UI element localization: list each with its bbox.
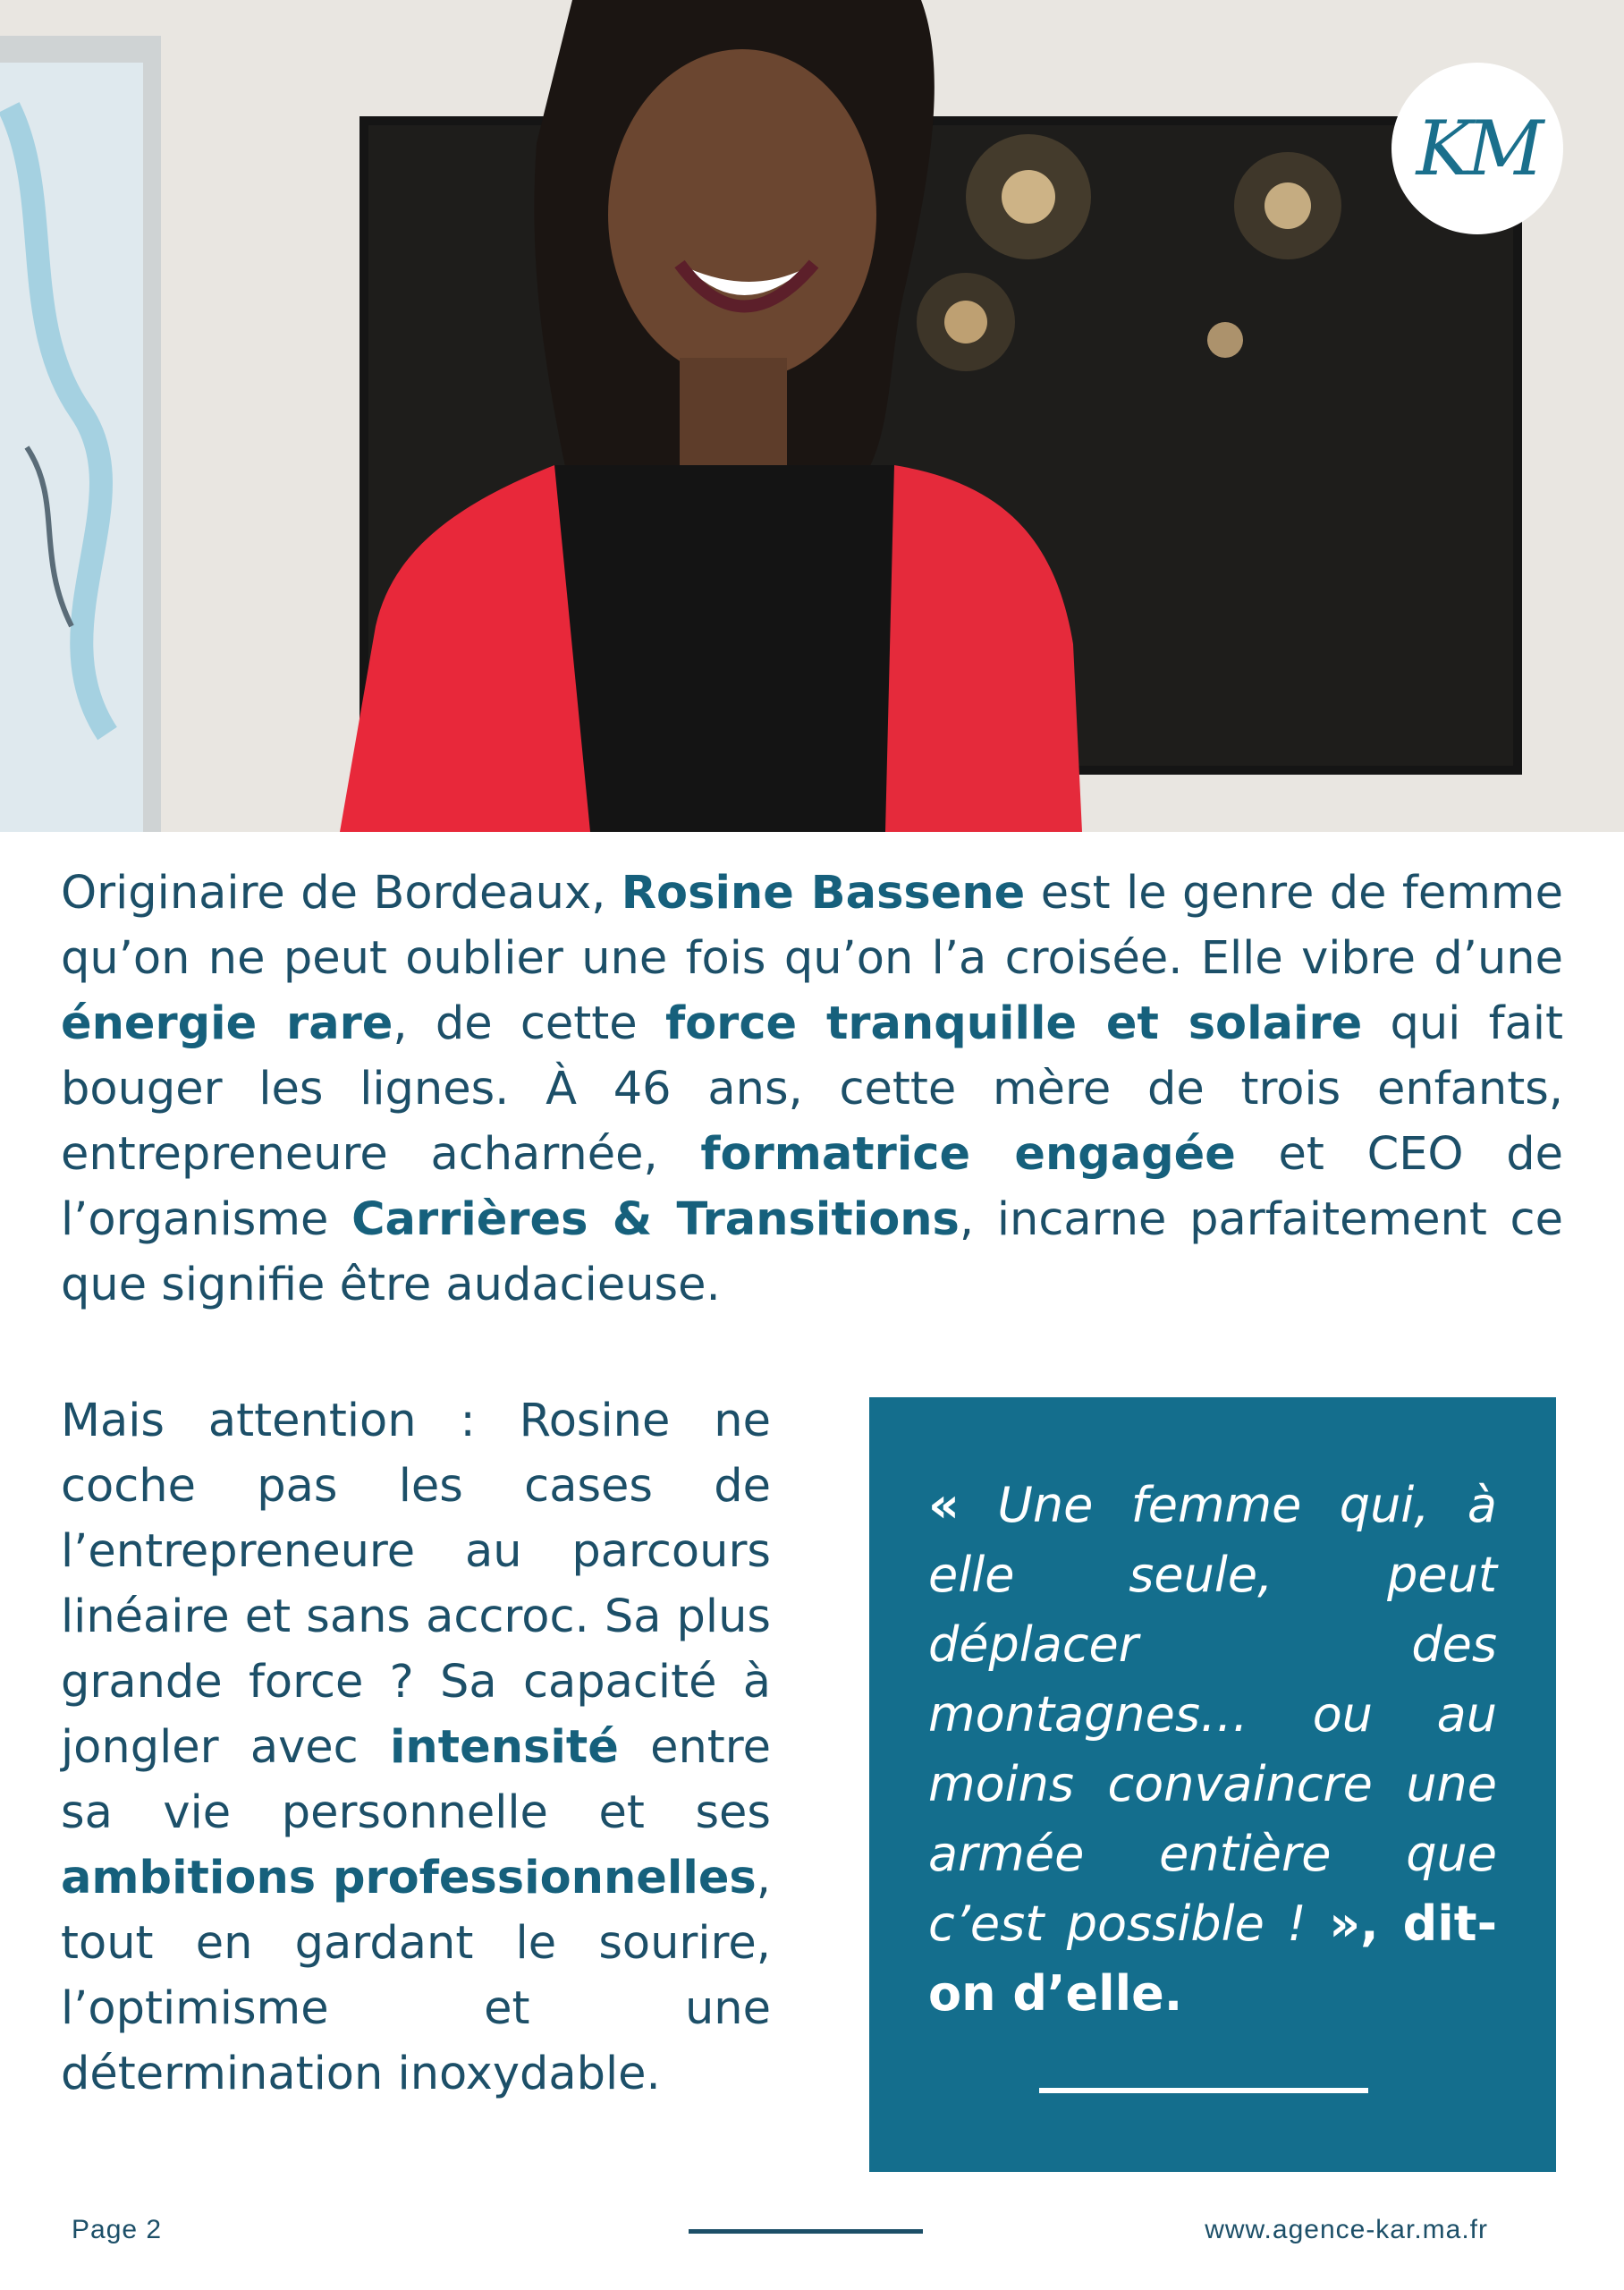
page-number: Page 2 (72, 2215, 163, 2244)
hero-photo (0, 0, 1624, 832)
intro-highlight-trainer: formatrice engagée (700, 1128, 1236, 1181)
intro-text: , incarne parfaitement ce que signifie être audacieuse. (61, 1193, 1563, 1311)
footer-divider (689, 2229, 923, 2234)
intro-highlight-company: Carrières & Transitions (351, 1193, 960, 1246)
quote-text: Une femme qui, à elle seule, peut déplacer des montagnes… ou au moins convaincre une armée entière que c’est possible ! (928, 1477, 1497, 1952)
intro-text: est le genre de femme qu’on ne peut oublier une fois qu’on l’a croisée. Elle vibre d’une (61, 867, 1563, 985)
quote-close-mark: », (1329, 1896, 1379, 1952)
intro-highlight-name: Rosine Bassene (621, 867, 1026, 920)
intro-text: et CEO de l’organisme (61, 1128, 1563, 1246)
brand-logo-text: KM (1416, 105, 1539, 192)
pull-quote-box (869, 1397, 1556, 2172)
website-link[interactable]: www.agence-kar.ma.fr (1205, 2215, 1488, 2244)
intro-text: Originaire de Bordeaux, (61, 867, 622, 920)
column-highlight-intensity: intensité (389, 1721, 619, 1774)
quote-attribution: dit-on d’elle. (928, 1896, 1497, 2022)
intro-highlight-energy: énergie rare (61, 997, 393, 1050)
intro-paragraph (61, 861, 1563, 1318)
column-text: Mais attention : Rosine ne coche pas les cases de l’entrepreneure au parcours linéaire et sans accroc. Sa plus grande force ? Sa capacité à jongler avec (61, 1395, 771, 1774)
pull-quote (928, 1471, 1497, 2029)
column-text: , tout en gardant le sourire, l’optimisme et une détermination inoxydable. (61, 1852, 771, 2100)
intro-highlight-force: force tranquille et solaire (664, 997, 1363, 1050)
column-text: entre sa vie personnelle et ses (61, 1721, 772, 1839)
portrait-illustration (0, 0, 1624, 832)
body-column-paragraph (61, 1388, 771, 2107)
quote-divider (1039, 2088, 1368, 2093)
quote-open-mark: « (928, 1477, 960, 1533)
brand-logo (1391, 63, 1563, 234)
intro-text: , de cette (393, 997, 665, 1050)
intro-text: qui fait bouger les lignes. À 46 ans, cette mère de trois enfants, entrepreneure acharnée, (61, 997, 1564, 1181)
column-highlight-ambitions: ambitions professionnelles (61, 1852, 757, 1904)
